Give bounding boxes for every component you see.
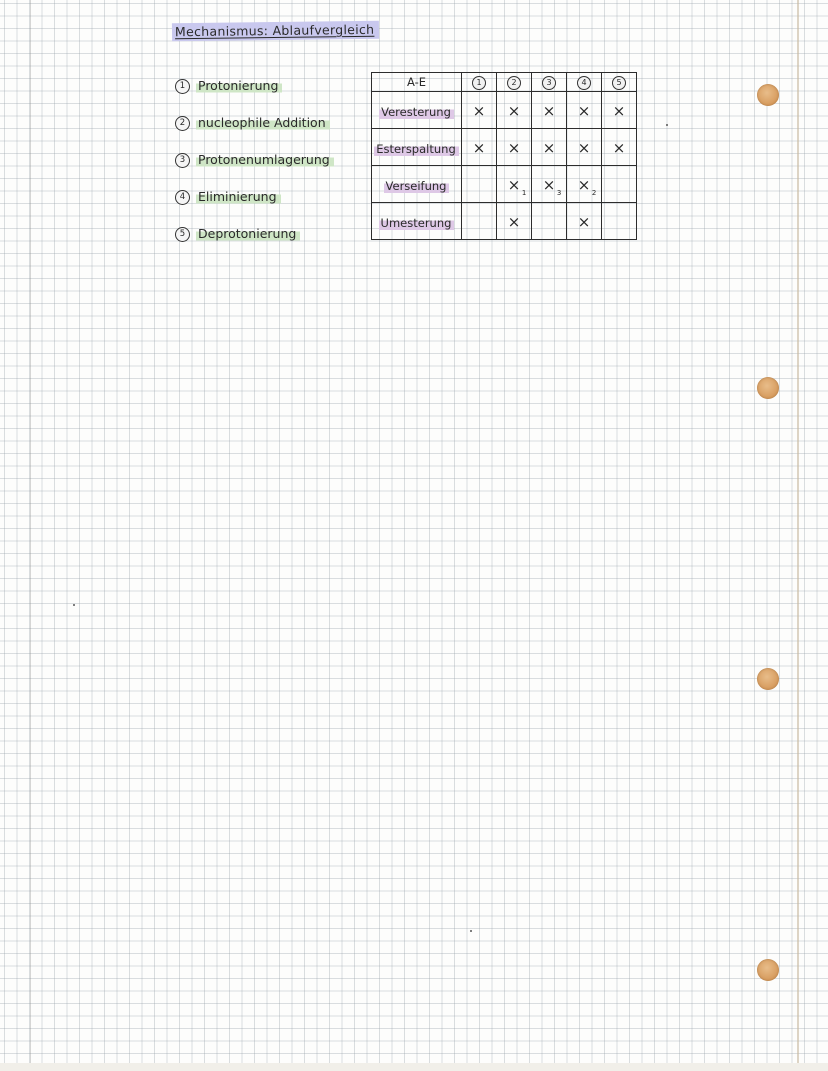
cross-mark: ×	[542, 138, 556, 157]
table-cell	[497, 203, 532, 240]
table-cell	[567, 203, 602, 240]
row-header-cell	[372, 129, 462, 166]
step-item	[175, 226, 300, 242]
punch-hole	[757, 84, 779, 106]
step-number-badge: 3	[175, 153, 190, 168]
row-label: Veresterung	[379, 105, 454, 120]
left-margin-line	[30, 0, 31, 1071]
page-title: Mechanismus: Ablaufvergleich	[172, 21, 380, 42]
bottom-page-edge	[0, 1063, 828, 1071]
table-corner-cell: A-E	[372, 73, 462, 92]
row-header-cell	[372, 203, 462, 240]
cross-mark: ×	[507, 138, 521, 157]
cross-glyph: ×	[577, 175, 591, 194]
punch-hole	[757, 668, 779, 690]
step-number-badge: 1	[175, 79, 190, 94]
step-number-badge: 4	[175, 190, 190, 205]
table-cell	[602, 166, 637, 203]
table-cell	[532, 129, 567, 166]
table-cell	[602, 92, 637, 129]
cross-mark	[507, 175, 527, 197]
table-row	[372, 166, 637, 203]
table-row	[372, 92, 637, 129]
punch-hole	[757, 959, 779, 981]
stray-dot	[73, 604, 75, 606]
step-item	[175, 78, 282, 94]
cross-glyph: ×	[507, 175, 521, 194]
cross-mark: ×	[577, 212, 591, 231]
table-cell	[567, 92, 602, 129]
cross-mark: ×	[472, 101, 486, 120]
row-label: Verseifung	[384, 179, 450, 194]
row-header-cell	[372, 92, 462, 129]
order-subscript: 1	[521, 188, 527, 197]
step-number-badge: 1	[472, 76, 486, 90]
cross-mark: ×	[472, 138, 486, 157]
right-page-edge	[797, 0, 799, 1071]
step-label: nucleophile Addition	[196, 115, 330, 131]
cross-mark: ×	[507, 101, 521, 120]
column-header	[497, 73, 532, 92]
table-cell	[462, 203, 497, 240]
cross-mark	[577, 175, 597, 197]
column-header	[602, 73, 637, 92]
order-subscript: 3	[556, 188, 562, 197]
column-header	[567, 73, 602, 92]
row-header-cell	[372, 166, 462, 203]
table-header-row	[372, 73, 637, 92]
step-label: Protonenumlagerung	[196, 152, 334, 168]
table-cell	[567, 166, 602, 203]
mechanism-comparison-table	[371, 72, 637, 240]
table-cell	[532, 203, 567, 240]
cross-mark: ×	[507, 212, 521, 231]
step-label: Eliminierung	[196, 189, 281, 205]
step-item	[175, 115, 330, 131]
step-item	[175, 152, 334, 168]
step-label: Deprotonierung	[196, 226, 300, 242]
cross-mark: ×	[612, 138, 626, 157]
column-header	[462, 73, 497, 92]
cross-mark: ×	[612, 101, 626, 120]
table-cell	[497, 166, 532, 203]
step-number-badge: 2	[507, 76, 521, 90]
step-number-badge: 2	[175, 116, 190, 131]
cross-mark: ×	[542, 101, 556, 120]
punch-hole	[757, 377, 779, 399]
step-number-badge: 4	[577, 76, 591, 90]
table-cell	[532, 166, 567, 203]
table-cell	[462, 92, 497, 129]
step-label: Protonierung	[196, 78, 282, 94]
row-label: Umesterung	[379, 216, 455, 231]
stray-dot	[470, 930, 472, 932]
step-number-badge: 5	[175, 227, 190, 242]
cross-mark: ×	[577, 138, 591, 157]
table-cell	[497, 129, 532, 166]
table-row	[372, 129, 637, 166]
cross-mark: ×	[577, 101, 591, 120]
table-cell	[497, 92, 532, 129]
cross-mark	[542, 175, 562, 197]
row-label: Esterspaltung	[374, 142, 459, 157]
cross-glyph: ×	[542, 175, 556, 194]
table-row	[372, 203, 637, 240]
step-number-badge: 5	[612, 76, 626, 90]
table-cell	[602, 203, 637, 240]
stray-dot	[666, 124, 668, 126]
table-cell	[567, 129, 602, 166]
order-subscript: 2	[591, 188, 597, 197]
step-item	[175, 189, 281, 205]
table-cell	[462, 129, 497, 166]
table-cell	[462, 166, 497, 203]
table-cell	[602, 129, 637, 166]
step-number-badge: 3	[542, 76, 556, 90]
table-cell	[532, 92, 567, 129]
column-header	[532, 73, 567, 92]
